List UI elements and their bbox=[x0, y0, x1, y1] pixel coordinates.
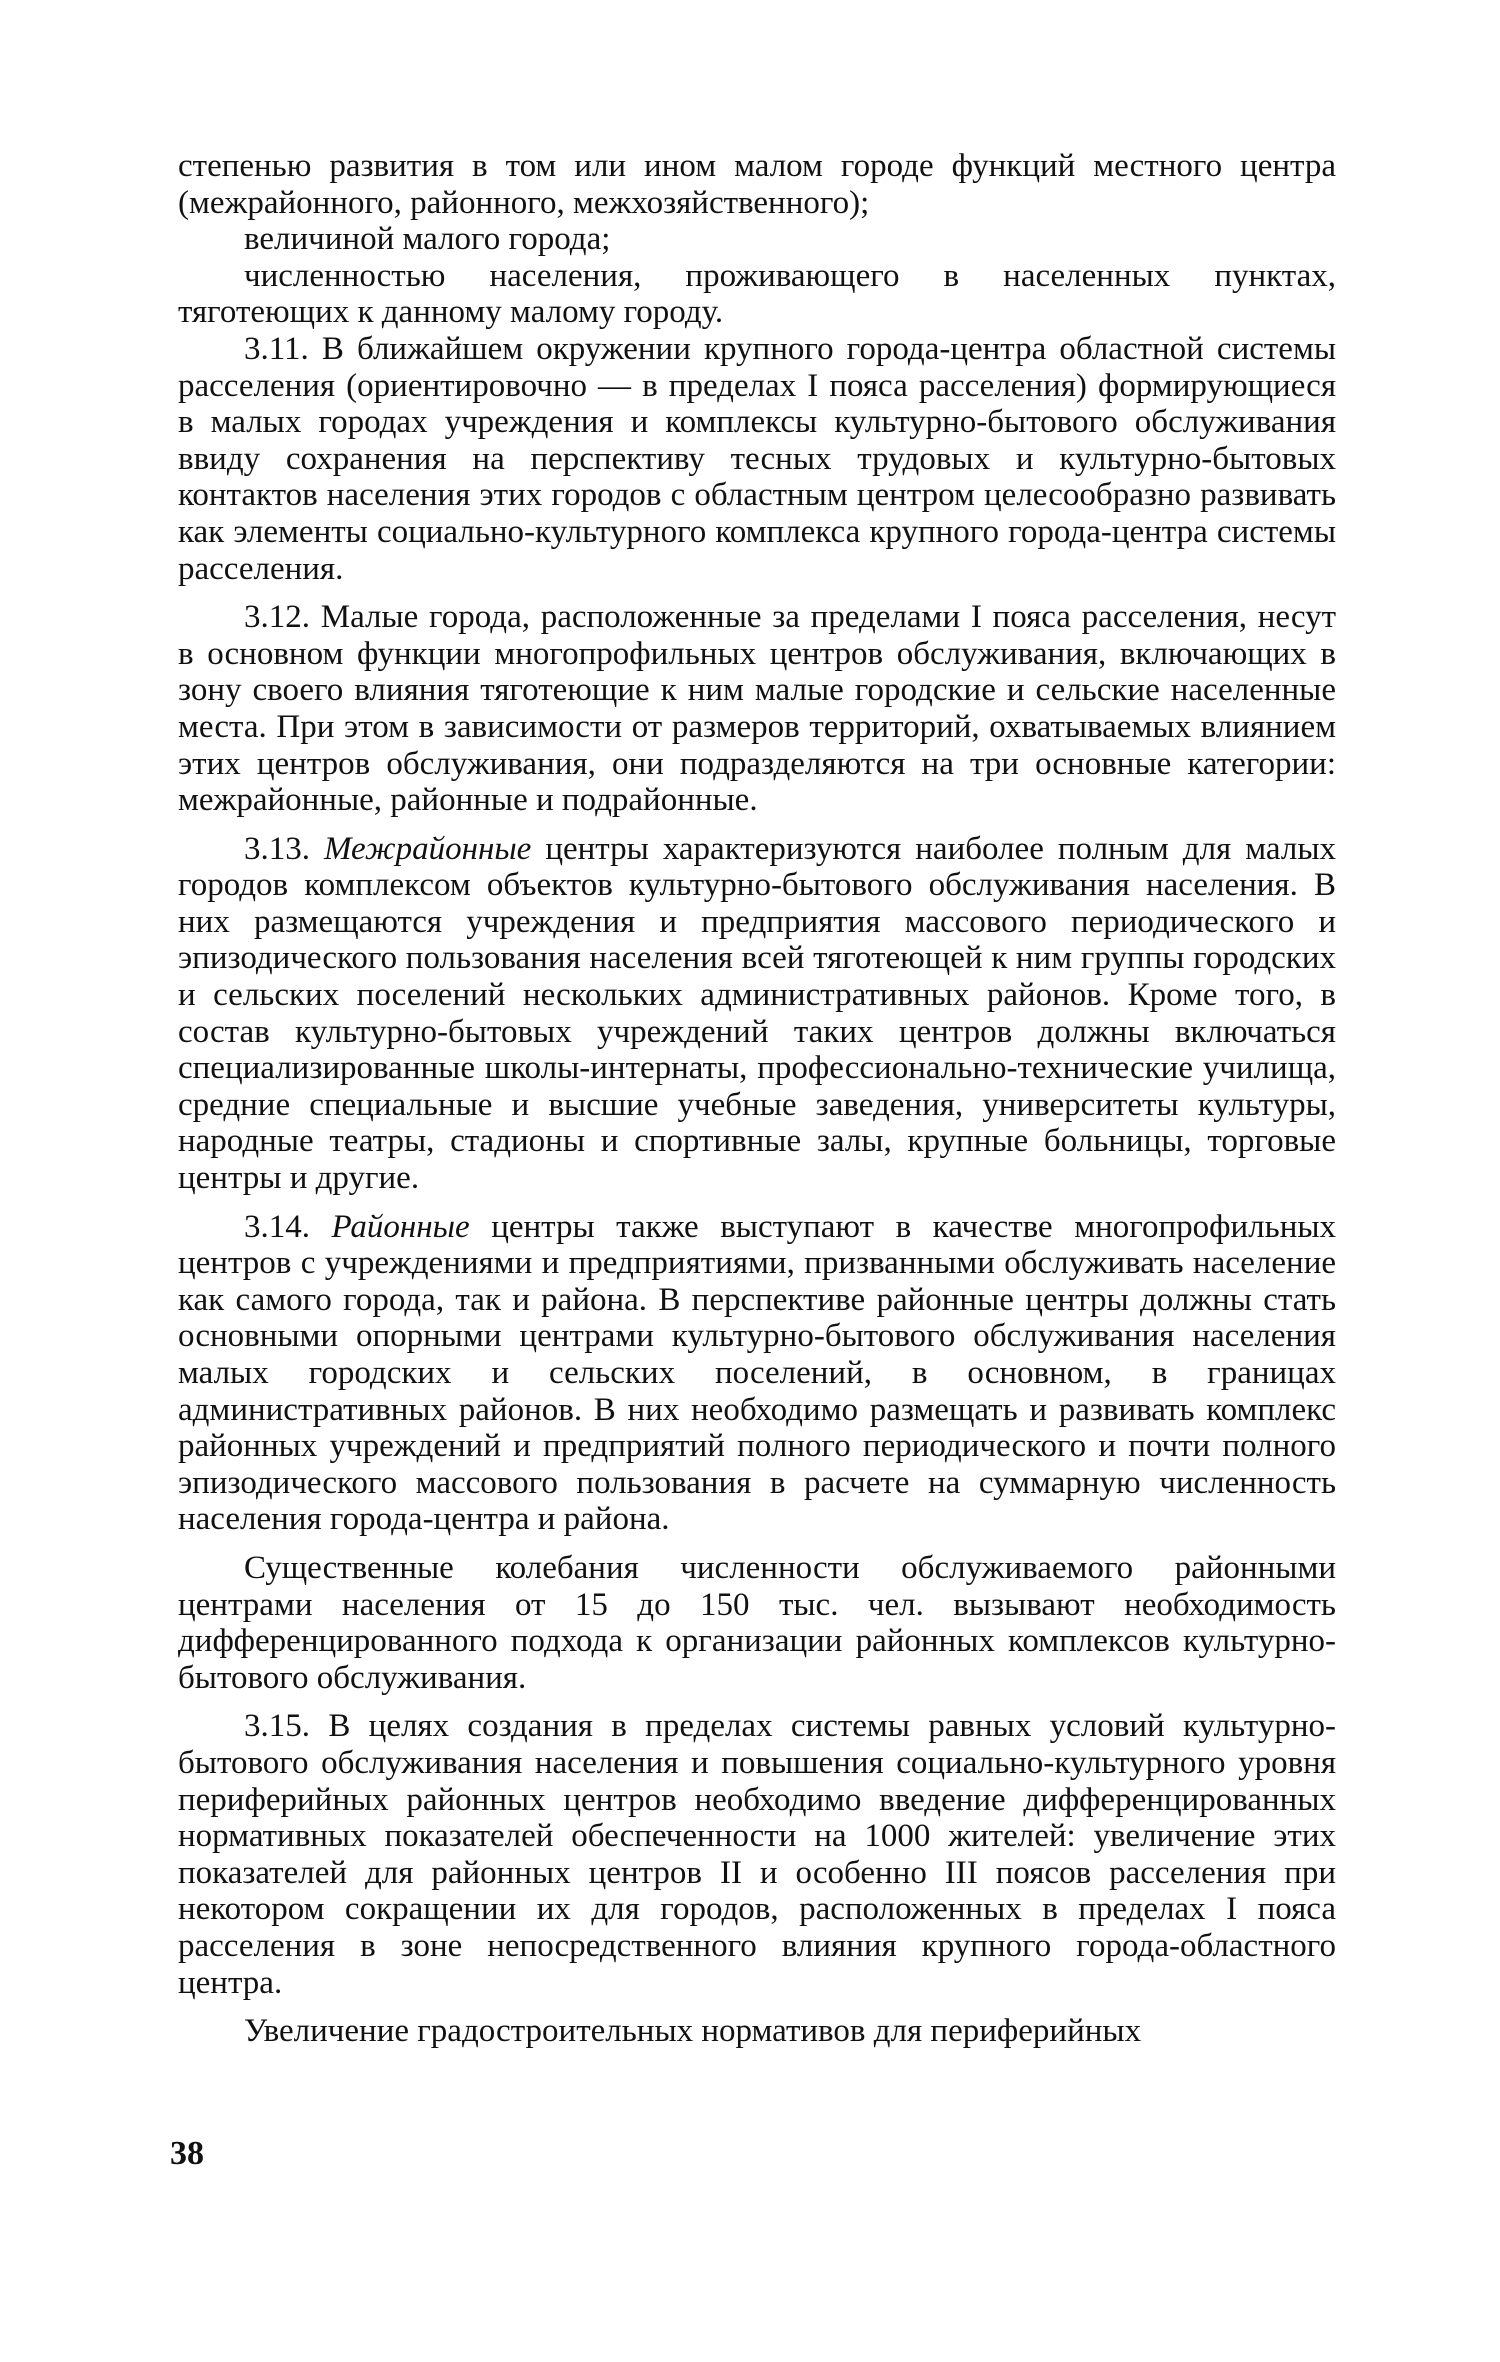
section-number: 3.13. bbox=[244, 830, 310, 867]
paragraph-1 bbox=[178, 148, 1336, 221]
section-number: 3.14. bbox=[244, 1208, 310, 1245]
paragraph-text: Увеличение градостроительных нормативов для периферийных bbox=[244, 2013, 1142, 2050]
section-3-12 bbox=[178, 599, 1336, 819]
paragraph-2 bbox=[178, 221, 1336, 258]
section-text: В ближайшем окружении крупного города-центра областной системы расселения (ориентировочно — в пределах I пояса расселения) формирующиеся в малых городах учреждения и комплексы культурно-бытового обслуживания ввиду сохранения на перспективу тесных трудовых и культурно-бытовых контактов населения этих городов с областным центром целесообразно развивать как элементы социально-культурного комплекса крупного города-центра системы расселения. bbox=[178, 330, 1337, 587]
section-3-11 bbox=[178, 331, 1336, 587]
paragraph-text: Существенные колебания численности обслуживаемого районными центрами населения от 15 до 150 тыс. чел. вызывают необходимость дифференцированного подхода к организации районных комплексов культурно-бытового обслуживания. bbox=[178, 1549, 1336, 1696]
paragraph-3-text: численностью населения, проживающего в населенных пунктах, тяготеющих к данному малому городу. bbox=[178, 257, 1336, 331]
section-3-14 bbox=[178, 1209, 1336, 1538]
paragraph-variations bbox=[178, 1550, 1336, 1696]
section-term: Районные bbox=[331, 1208, 470, 1245]
section-number: 3.12. bbox=[244, 599, 310, 636]
paragraph-2-text: величиной малого города; bbox=[244, 221, 611, 258]
section-text: В целях создания в пределах системы равных условий культурно-бытового обслуживания населения и повышения социально-культурного уровня периферийных районных центров необходимо введение дифференцированных нормативных показателей обеспеченности на 1000 жителей: увеличение этих показателей для районных центров II и особенно III поясов расселения при некотором сокращении их для городов, расположенных в пределах I пояса расселения в зоне непосредственного влияния крупного города-областного центра. bbox=[178, 1708, 1337, 2001]
section-number: 3.11. bbox=[244, 330, 309, 367]
section-term: Межрайонные bbox=[324, 830, 532, 867]
body-text bbox=[178, 148, 1336, 2050]
section-3-13 bbox=[178, 831, 1336, 1197]
paragraph-1-text: степенью развития в том или ином малом городе функций местного центра (межрайонного, районного, межхозяйственного); bbox=[178, 148, 1336, 221]
section-number: 3.15. bbox=[244, 1708, 310, 1745]
section-text: центры также выступают в качестве многопрофильных центров с учреждениями и предприятиями, призванными обслуживать население как самого города, так и района. В перспективе районные центры должны стать основными опорными центрами культурно-бытового обслуживания населения малых городских и сельских поселений, в основном, в границах административных районов. В них необходимо размещать и развивать комплекс районных учреждений и предприятий полного периодического и почти полного эпизодического массового пользования в расчете на суммарную численность населения города-центра и района. bbox=[178, 1208, 1337, 1538]
section-text: Малые города, расположенные за пределами I пояса расселения, несут в основном функции многопрофильных центров обслуживания, включающих в зону своего влияния тяготеющие к ним малые городские и сельские населенные места. При этом в зависимости от размеров территорий, охватываемых влиянием этих центров обслуживания, они подразделяются на три основные категории: межрайонные, районные и подрайонные. bbox=[178, 599, 1337, 819]
page-number: 38 bbox=[170, 2135, 204, 2172]
paragraph-3 bbox=[178, 258, 1336, 331]
section-text: центры характеризуются наиболее полным для малых городов комплексом объектов культурно-бытового обслуживания населения. В них размещаются учреждения и предприятия массового периодического и эпизодического пользования населения всей тяготеющей к ним группы городских и сельских поселений нескольких административных районов. Кроме того, в состав культурно-бытовых учреждений таких центров должны включаться специализированные школы-интернаты, профессионально-технические училища, средние специальные и высшие учебные заведения, университеты культуры, народные театры, стадионы и спортивные залы, крупные больницы, торговые центры и другие. bbox=[178, 830, 1336, 1197]
section-3-15 bbox=[178, 1708, 1336, 2001]
paragraph-continued bbox=[178, 2013, 1336, 2050]
